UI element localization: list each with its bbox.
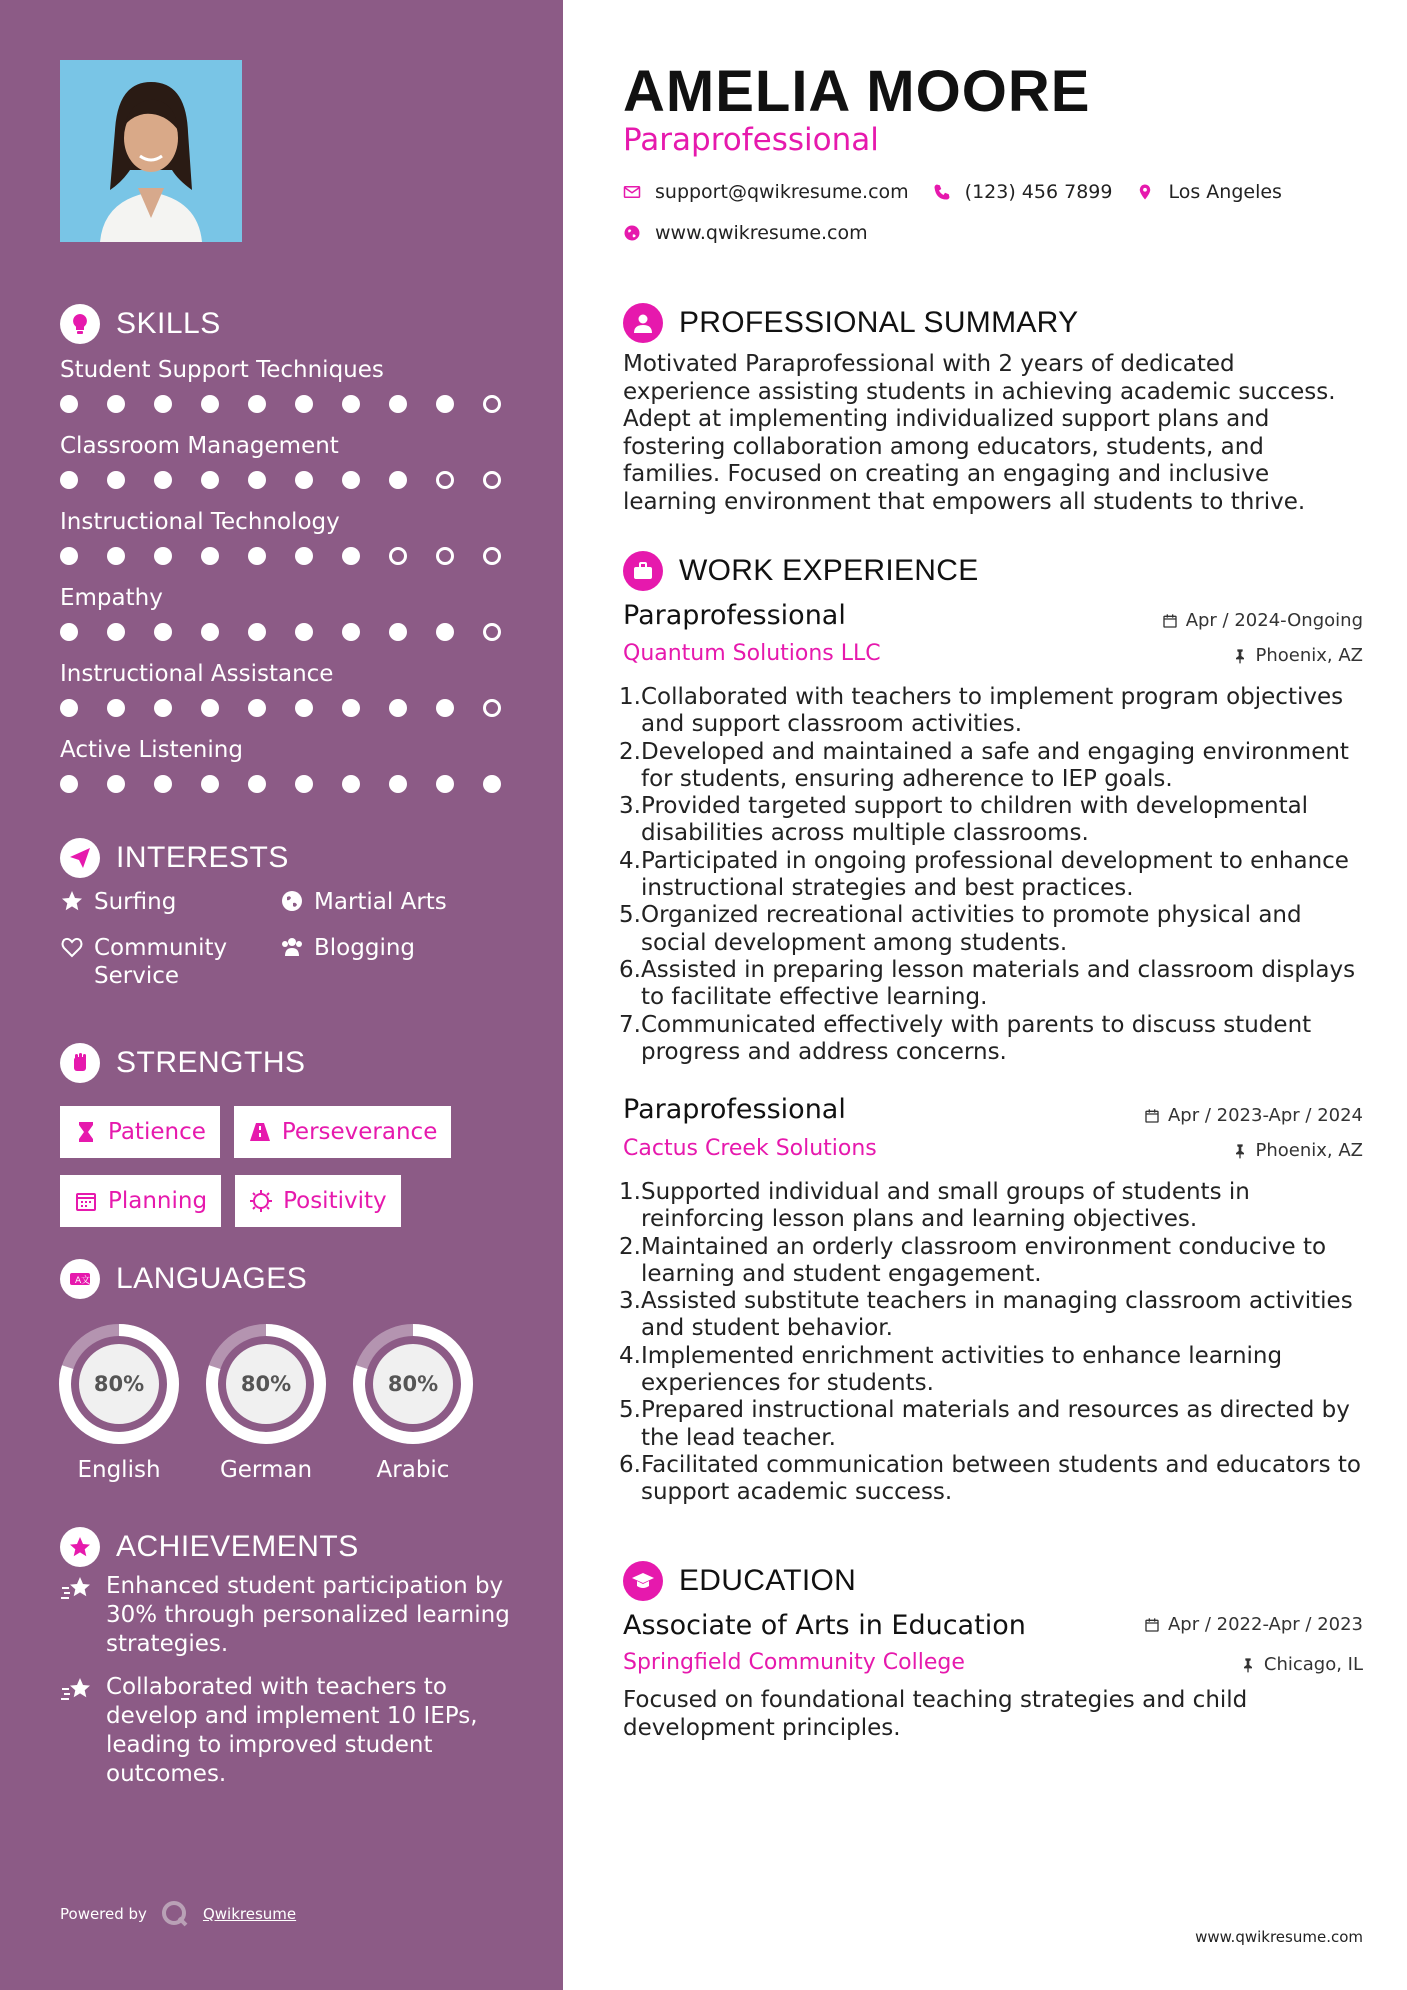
job-point: Assisted in preparing lesson materials and classroom displays to facilitate effective learning. [641, 956, 1356, 1011]
rating-dot-filled [201, 623, 219, 641]
rating-dot-filled [248, 775, 266, 793]
language-ring [58, 1323, 180, 1445]
experience-heading [623, 551, 979, 591]
skill-rating [60, 471, 510, 489]
skill-rating [60, 775, 510, 793]
achievements-list [60, 1572, 520, 1803]
rating-dot-filled [201, 775, 219, 793]
summary-title: PROFESSIONAL SUMMARY [679, 306, 1079, 339]
strength-label: Perseverance [281, 1119, 438, 1145]
rating-dot-filled [342, 775, 360, 793]
rating-dot-empty [483, 623, 501, 641]
calendar-icon [1144, 1617, 1160, 1633]
job-location-text: Phoenix, AZ [1255, 645, 1363, 666]
education-heading [623, 1561, 856, 1601]
job-point: Organized recreational activities to promote physical and social development among students. [641, 902, 1302, 956]
job-point: Assisted substitute teachers in managing classroom activities and student behavior. [641, 1288, 1353, 1342]
job-location [1232, 645, 1364, 666]
globe-icon [280, 889, 304, 913]
rating-dot-filled [342, 471, 360, 489]
rating-dot-empty [483, 395, 501, 413]
sun-icon [249, 1189, 273, 1213]
hourglass-icon [74, 1120, 98, 1144]
strengths-list [60, 1106, 530, 1227]
lightbulb-icon [60, 304, 100, 344]
interests-list [60, 888, 530, 990]
job-company: Cactus Creek Solutions [623, 1136, 877, 1161]
rating-dot-filled [342, 395, 360, 413]
contact-phone[interactable] [933, 181, 1113, 203]
language-percent: 80% [240, 1372, 292, 1396]
calendar-icon [1162, 613, 1178, 629]
interest-item [280, 888, 510, 916]
job-point: Communicated effectively with parents to discuss student progress and address concerns. [641, 1011, 1312, 1065]
strength-chip [60, 1175, 221, 1227]
interests-heading [60, 838, 289, 878]
heart-icon [60, 935, 84, 959]
rating-dot-empty [436, 547, 454, 565]
skill-item [60, 735, 510, 811]
education-location-text: Chicago, IL [1263, 1654, 1363, 1675]
job-points [623, 1179, 1368, 1507]
contact-email[interactable] [623, 181, 909, 203]
job-location [1232, 1140, 1364, 1161]
rating-dot-filled [154, 395, 172, 413]
job-dates [1144, 1105, 1363, 1126]
strengths-title: STRENGTHS [116, 1046, 306, 1079]
powered-by [60, 1900, 296, 1928]
achievement-text: Enhanced student participation by 30% through personalized learning strategies. [106, 1573, 510, 1657]
summary-heading [623, 303, 1078, 343]
users-icon [280, 935, 304, 959]
job-company: Quantum Solutions LLC [623, 641, 881, 666]
language-ring [352, 1323, 474, 1445]
job-point: Developed and maintained a safe and engaging environment for students, ensuring adherence to IEP goals. [641, 738, 1349, 792]
skill-item [60, 659, 510, 735]
globe-icon [623, 224, 641, 242]
language-item [205, 1323, 327, 1483]
sidebar [0, 0, 563, 1990]
rating-dot-filled [342, 699, 360, 717]
education-title: EDUCATION [679, 1564, 857, 1597]
rating-dot-filled [483, 775, 501, 793]
footer-url[interactable]: www.qwikresume.com [1195, 1928, 1363, 1946]
rating-dot-filled [248, 699, 266, 717]
rating-dot-filled [295, 471, 313, 489]
job-points [623, 684, 1368, 1066]
qwikresume-link[interactable]: Qwikresume [202, 1905, 297, 1923]
award-star-icon [60, 1527, 100, 1567]
rating-dot-empty [483, 471, 501, 489]
skill-item [60, 507, 510, 583]
website-text: www.qwikresume.com [655, 222, 868, 244]
phone-text: (123) 456 7899 [964, 181, 1113, 203]
language-ring [205, 1323, 327, 1445]
graduation-icon [623, 1561, 663, 1601]
education-text: Focused on foundational teaching strategies and child development principles. [623, 1687, 1248, 1741]
job-dates [1162, 610, 1363, 631]
rating-dot-filled [154, 547, 172, 565]
job-dates-text: Apr / 2023-Apr / 2024 [1167, 1105, 1363, 1126]
languages-title: LANGUAGES [116, 1262, 308, 1295]
rating-dot-filled [295, 699, 313, 717]
skill-name: Instructional Technology [60, 509, 340, 535]
rating-dot-filled [342, 547, 360, 565]
briefcase-icon [623, 551, 663, 591]
rating-dot-filled [154, 699, 172, 717]
interest-label: Martial Arts [314, 889, 447, 915]
rating-dot-filled [107, 623, 125, 641]
pushpin-icon [1232, 648, 1248, 664]
job-point: Prepared instructional materials and resources as directed by the lead teacher. [641, 1397, 1350, 1451]
strength-label: Patience [108, 1119, 206, 1145]
candidate-role: Paraprofessional [623, 122, 879, 158]
rating-dot-filled [389, 471, 407, 489]
skill-name: Instructional Assistance [60, 661, 334, 687]
shooting-star-icon [60, 1574, 94, 1604]
candidate-name: AMELIA MOORE [623, 59, 1091, 124]
rating-dot-filled [389, 775, 407, 793]
phone-icon [933, 183, 951, 201]
language-name: English [77, 1457, 161, 1483]
strength-chip [234, 1106, 451, 1158]
school-name: Springfield Community College [623, 1650, 965, 1675]
job-dates-text: Apr / 2024-Ongoing [1185, 610, 1363, 631]
rating-dot-filled [436, 699, 454, 717]
rating-dot-filled [107, 699, 125, 717]
achievements-heading [60, 1527, 359, 1567]
languages-list [58, 1323, 474, 1483]
paper-plane-icon [60, 838, 100, 878]
skills-list [60, 355, 510, 811]
rating-dot-empty [483, 547, 501, 565]
language-icon [60, 1259, 100, 1299]
svg-text:文: 文 [81, 1276, 91, 1286]
rating-dot-filled [154, 775, 172, 793]
language-item [58, 1323, 180, 1483]
skill-name: Empathy [60, 585, 163, 611]
rating-dot-filled [60, 471, 78, 489]
rating-dot-filled [248, 623, 266, 641]
powered-by-label: Powered by [60, 1905, 147, 1923]
rating-dot-filled [107, 395, 125, 413]
svg-text:A: A [75, 1276, 82, 1286]
rating-dot-filled [436, 623, 454, 641]
calendar-icon [74, 1189, 98, 1213]
rating-dot-empty [436, 471, 454, 489]
strength-chip [60, 1106, 220, 1158]
achievement-text: Collaborated with teachers to develop and implement 10 IEPs, leading to improved student outcomes. [106, 1674, 478, 1787]
skill-rating [60, 699, 510, 717]
education-dates-text: Apr / 2022-Apr / 2023 [1167, 1614, 1363, 1635]
skill-rating [60, 395, 510, 413]
qwikresume-logo-icon [161, 1900, 189, 1928]
rating-dot-filled [201, 699, 219, 717]
rating-dot-filled [389, 623, 407, 641]
language-name: German [219, 1457, 313, 1483]
pushpin-icon [1232, 1143, 1248, 1159]
rating-dot-empty [389, 547, 407, 565]
rating-dot-filled [295, 623, 313, 641]
job-point: Collaborated with teachers to implement program objectives and support classroom activities. [641, 684, 1344, 738]
skill-rating [60, 623, 510, 641]
interest-item [280, 934, 510, 990]
rating-dot-filled [107, 471, 125, 489]
skill-item [60, 431, 510, 507]
rating-dot-filled [60, 547, 78, 565]
rating-dot-filled [436, 775, 454, 793]
interest-label: Blogging [314, 935, 416, 961]
achievement-item [60, 1572, 520, 1659]
skill-item [60, 355, 510, 431]
job-point: Provided targeted support to children with developmental disabilities across multiple classrooms. [641, 793, 1309, 847]
language-item [352, 1323, 474, 1483]
language-percent: 80% [387, 1372, 439, 1396]
rating-dot-filled [201, 395, 219, 413]
rating-dot-filled [60, 395, 78, 413]
rating-dot-filled [248, 395, 266, 413]
rating-dot-filled [295, 547, 313, 565]
skill-item [60, 583, 510, 659]
job-title: Paraprofessional [623, 1094, 846, 1125]
rating-dot-filled [436, 395, 454, 413]
degree-title: Associate of Arts in Education [623, 1610, 1026, 1641]
strengths-heading [60, 1043, 306, 1083]
rating-dot-filled [389, 395, 407, 413]
job-location-text: Phoenix, AZ [1255, 1140, 1363, 1161]
envelope-icon [623, 183, 641, 201]
interest-label: Community Service [94, 935, 228, 989]
achievement-item [60, 1673, 520, 1789]
education-location [1240, 1654, 1363, 1675]
email-text: support@qwikresume.com [655, 181, 909, 203]
job-point: Facilitated communication between students and educators to support academic success. [641, 1451, 1361, 1506]
skill-name: Classroom Management [60, 433, 339, 459]
strength-label: Planning [108, 1188, 208, 1214]
job-point: Implemented enrichment activities to enhance learning experiences for students. [641, 1342, 1283, 1397]
contact-website[interactable] [623, 222, 868, 244]
summary-text: Motivated Paraprofessional with 2 years of dedicated experience assisting students in achieving academic success. Adept at implementing individualized support plans and fostering collaboration among educators, students, and families. Focused on creating an engaging and inclusive learning environment that empowers all students to thrive. [623, 351, 1336, 515]
rating-dot-filled [60, 623, 78, 641]
rating-dot-filled [154, 623, 172, 641]
contact-row [623, 181, 1306, 203]
interest-label: Surfing [94, 889, 177, 915]
rating-dot-filled [342, 623, 360, 641]
experience-title: WORK EXPERIENCE [679, 554, 979, 587]
calendar-icon [1144, 1108, 1160, 1124]
rating-dot-filled [295, 775, 313, 793]
job-point: Supported individual and small groups of students in reinforcing lesson plans and learning objectives. [641, 1179, 1250, 1233]
language-percent: 80% [93, 1372, 145, 1396]
rating-dot-filled [154, 471, 172, 489]
strength-chip [235, 1175, 401, 1227]
road-icon [248, 1120, 272, 1144]
rating-dot-empty [483, 699, 501, 717]
contact-location [1136, 181, 1281, 203]
rating-dot-filled [60, 699, 78, 717]
fist-icon [60, 1043, 100, 1083]
rating-dot-filled [201, 547, 219, 565]
profile-photo [60, 60, 242, 242]
location-text: Los Angeles [1168, 181, 1282, 203]
location-pin-icon [1136, 183, 1154, 201]
strength-label: Positivity [283, 1188, 387, 1214]
language-name: Arabic [376, 1457, 450, 1483]
skills-title: SKILLS [116, 307, 221, 340]
star-icon [60, 889, 84, 913]
interests-title: INTERESTS [116, 841, 289, 874]
rating-dot-filled [389, 699, 407, 717]
shooting-star-icon [60, 1675, 94, 1705]
job-point: Participated in ongoing professional development to enhance instructional strategies and best practices. [641, 847, 1349, 902]
job-title: Paraprofessional [623, 600, 846, 631]
contact-row-2 [623, 222, 892, 244]
skills-heading [60, 304, 221, 344]
education-dates [1144, 1614, 1363, 1635]
rating-dot-filled [201, 471, 219, 489]
interest-item [60, 888, 280, 916]
interest-item [60, 934, 280, 990]
skill-name: Student Support Techniques [60, 357, 384, 383]
skill-name: Active Listening [60, 737, 243, 763]
pushpin-icon [1240, 1657, 1256, 1673]
rating-dot-filled [295, 395, 313, 413]
rating-dot-filled [248, 547, 266, 565]
rating-dot-filled [107, 775, 125, 793]
rating-dot-filled [60, 775, 78, 793]
skill-rating [60, 547, 510, 565]
rating-dot-filled [248, 471, 266, 489]
user-icon [623, 303, 663, 343]
achievements-title: ACHIEVEMENTS [116, 1530, 359, 1563]
languages-heading [60, 1259, 307, 1299]
job-point: Maintained an orderly classroom environment conducive to learning and student engagement. [641, 1233, 1327, 1287]
rating-dot-filled [107, 547, 125, 565]
